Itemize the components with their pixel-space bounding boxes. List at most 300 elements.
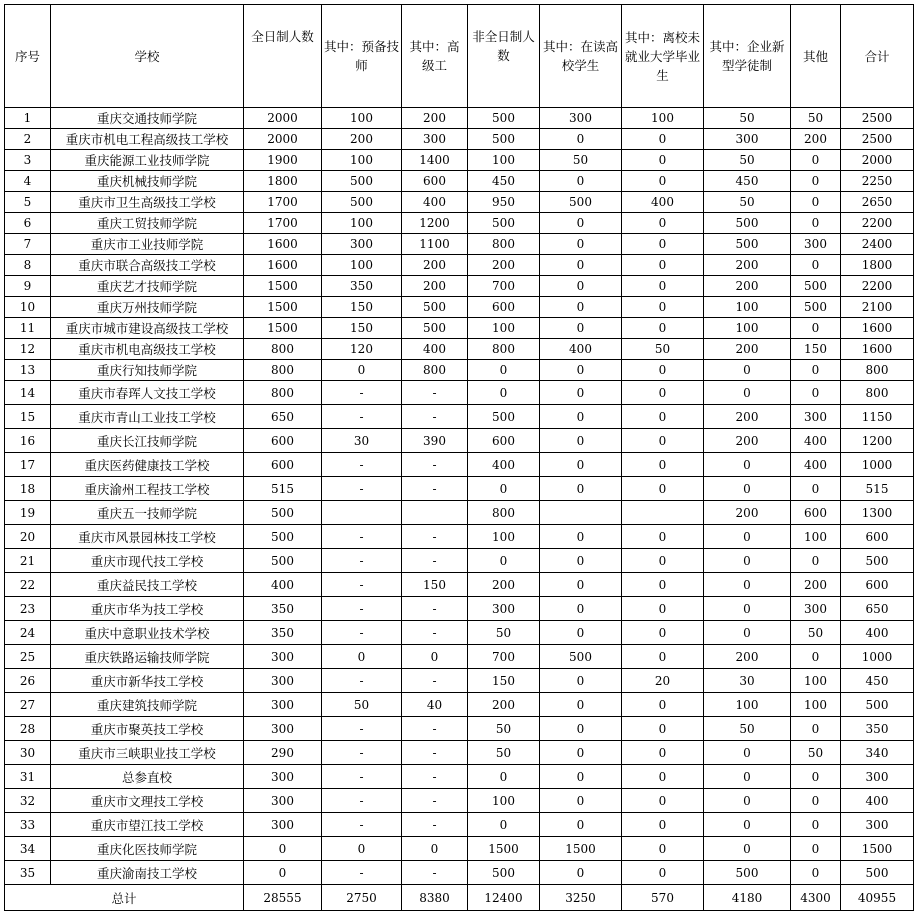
cell-no: 28	[5, 717, 51, 741]
cell-graduates: 0	[622, 861, 704, 885]
cell-total: 2400	[841, 234, 914, 255]
cell-total: 500	[841, 861, 914, 885]
cell-enrolled: 0	[540, 276, 622, 297]
cell-enrolled: 0	[540, 381, 622, 405]
cell-prep: 500	[322, 192, 402, 213]
table-row	[5, 837, 914, 861]
cell-enrolled: 500	[540, 645, 622, 669]
cell-fulltime: 1600	[244, 234, 322, 255]
table-row	[5, 213, 914, 234]
cell-fulltime: 400	[244, 573, 322, 597]
header-no: 序号	[5, 5, 51, 108]
cell-total: 500	[841, 693, 914, 717]
cell-fulltime: 1700	[244, 192, 322, 213]
header-senior: 其中：高级工	[402, 5, 468, 108]
cell-apprentice: 500	[704, 234, 791, 255]
cell-apprentice: 500	[704, 213, 791, 234]
cell-fulltime: 800	[244, 360, 322, 381]
cell-graduates: 50	[622, 339, 704, 360]
cell-other: 100	[791, 525, 841, 549]
cell-no: 1	[5, 108, 51, 129]
cell-graduates: 0	[622, 765, 704, 789]
cell-school: 重庆交通技师学院	[51, 108, 244, 129]
cell-other: 0	[791, 360, 841, 381]
table-row	[5, 429, 914, 453]
cell-enrolled: 0	[540, 597, 622, 621]
cell-apprentice: 0	[704, 573, 791, 597]
cell-graduates: 0	[622, 381, 704, 405]
cell-enrolled: 0	[540, 453, 622, 477]
cell-fulltime: 300	[244, 765, 322, 789]
cell-no: 20	[5, 525, 51, 549]
cell-enrolled: 0	[540, 549, 622, 573]
cell-parttime: 100	[468, 789, 540, 813]
cell-fulltime: 350	[244, 621, 322, 645]
table-row	[5, 477, 914, 501]
cell-parttime: 100	[468, 525, 540, 549]
cell-no: 15	[5, 405, 51, 429]
cell-senior: 300	[402, 129, 468, 150]
cell-no: 18	[5, 477, 51, 501]
cell-total: 400	[841, 621, 914, 645]
cell-fulltime: 500	[244, 501, 322, 525]
cell-senior: 1200	[402, 213, 468, 234]
cell-total: 1600	[841, 339, 914, 360]
cell-total: 340	[841, 741, 914, 765]
header-school: 学校	[51, 5, 244, 108]
cell-prep: 100	[322, 213, 402, 234]
cell-total: 2650	[841, 192, 914, 213]
table-row	[5, 234, 914, 255]
cell-school: 重庆渝州工程技工学校	[51, 477, 244, 501]
cell-parttime: 300	[468, 597, 540, 621]
cell-school: 重庆医药健康技工学校	[51, 453, 244, 477]
cell-school: 重庆中意职业技术学校	[51, 621, 244, 645]
cell-senior: 1400	[402, 150, 468, 171]
cell-parttime: 0	[468, 477, 540, 501]
cell-apprentice: 200	[704, 429, 791, 453]
table-row	[5, 597, 914, 621]
cell-parttime: 500	[468, 405, 540, 429]
cell-apprentice: 0	[704, 597, 791, 621]
cell-total: 650	[841, 597, 914, 621]
cell-parttime: 500	[468, 213, 540, 234]
cell-parttime: 700	[468, 276, 540, 297]
cell-senior: 800	[402, 360, 468, 381]
cell-enrolled: 0	[540, 573, 622, 597]
cell-graduates: 0	[622, 360, 704, 381]
cell-total: 1150	[841, 405, 914, 429]
cell-graduates: 0	[622, 837, 704, 861]
cell-apprentice: 0	[704, 360, 791, 381]
cell-school: 重庆市卫生高级技工学校	[51, 192, 244, 213]
cell-graduates: 0	[622, 405, 704, 429]
cell-prep: 200	[322, 129, 402, 150]
cell-other: 0	[791, 837, 841, 861]
cell-apprentice: 0	[704, 837, 791, 861]
totals-parttime: 12400	[468, 885, 540, 911]
cell-senior: -	[402, 453, 468, 477]
cell-apprentice: 0	[704, 525, 791, 549]
cell-parttime: 100	[468, 318, 540, 339]
cell-enrolled: 0	[540, 360, 622, 381]
cell-graduates: 20	[622, 669, 704, 693]
cell-other: 50	[791, 741, 841, 765]
cell-senior: 40	[402, 693, 468, 717]
cell-apprentice: 200	[704, 276, 791, 297]
cell-school: 重庆市现代技工学校	[51, 549, 244, 573]
cell-prep	[322, 501, 402, 525]
cell-apprentice: 500	[704, 861, 791, 885]
cell-parttime: 0	[468, 765, 540, 789]
cell-enrolled: 0	[540, 693, 622, 717]
header-prep-tech: 其中：预备技师	[322, 5, 402, 108]
cell-senior: 200	[402, 276, 468, 297]
cell-no: 8	[5, 255, 51, 276]
cell-graduates: 0	[622, 741, 704, 765]
cell-total: 1200	[841, 429, 914, 453]
cell-school: 重庆艺才技师学院	[51, 276, 244, 297]
cell-fulltime: 300	[244, 813, 322, 837]
cell-other: 600	[791, 501, 841, 525]
cell-no: 7	[5, 234, 51, 255]
totals-total: 40955	[841, 885, 914, 911]
cell-school: 重庆市华为技工学校	[51, 597, 244, 621]
cell-no: 14	[5, 381, 51, 405]
cell-school: 重庆市机电高级技工学校	[51, 339, 244, 360]
cell-graduates: 0	[622, 549, 704, 573]
cell-school: 重庆市城市建设高级技工学校	[51, 318, 244, 339]
cell-graduates: 100	[622, 108, 704, 129]
cell-parttime: 800	[468, 234, 540, 255]
cell-total: 2000	[841, 150, 914, 171]
cell-no: 30	[5, 741, 51, 765]
cell-other: 300	[791, 597, 841, 621]
cell-enrolled: 0	[540, 861, 622, 885]
cell-fulltime: 350	[244, 597, 322, 621]
cell-apprentice: 200	[704, 645, 791, 669]
cell-parttime: 0	[468, 549, 540, 573]
cell-school: 重庆行知技师学院	[51, 360, 244, 381]
table-row	[5, 255, 914, 276]
cell-fulltime: 800	[244, 381, 322, 405]
cell-apprentice: 50	[704, 150, 791, 171]
cell-total: 300	[841, 765, 914, 789]
cell-prep: 0	[322, 360, 402, 381]
cell-graduates: 400	[622, 192, 704, 213]
cell-fulltime: 300	[244, 693, 322, 717]
cell-apprentice: 0	[704, 789, 791, 813]
cell-prep: 350	[322, 276, 402, 297]
cell-apprentice: 50	[704, 717, 791, 741]
cell-apprentice: 0	[704, 813, 791, 837]
cell-apprentice: 0	[704, 477, 791, 501]
cell-total: 1800	[841, 255, 914, 276]
cell-enrolled: 0	[540, 669, 622, 693]
cell-school: 重庆市青山工业技工学校	[51, 405, 244, 429]
cell-enrolled: 300	[540, 108, 622, 129]
cell-fulltime: 1500	[244, 318, 322, 339]
cell-senior: 0	[402, 837, 468, 861]
cell-school: 重庆市聚英技工学校	[51, 717, 244, 741]
cell-school: 重庆市机电工程高级技工学校	[51, 129, 244, 150]
cell-enrolled: 0	[540, 171, 622, 192]
cell-graduates: 0	[622, 621, 704, 645]
cell-other: 0	[791, 645, 841, 669]
cell-prep: 150	[322, 318, 402, 339]
cell-parttime: 1500	[468, 837, 540, 861]
cell-apprentice: 0	[704, 741, 791, 765]
cell-parttime: 500	[468, 129, 540, 150]
cell-graduates: 0	[622, 645, 704, 669]
table-row	[5, 645, 914, 669]
cell-other: 0	[791, 861, 841, 885]
cell-graduates: 0	[622, 213, 704, 234]
cell-enrolled: 0	[540, 477, 622, 501]
cell-enrolled: 0	[540, 429, 622, 453]
cell-school: 重庆长江技师学院	[51, 429, 244, 453]
totals-prep: 2750	[322, 885, 402, 911]
cell-school: 重庆市风景园林技工学校	[51, 525, 244, 549]
cell-no: 12	[5, 339, 51, 360]
cell-apprentice: 0	[704, 381, 791, 405]
totals-label: 总计	[5, 885, 244, 911]
table-row	[5, 318, 914, 339]
cell-school: 重庆市联合高级技工学校	[51, 255, 244, 276]
cell-school: 重庆市文理技工学校	[51, 789, 244, 813]
cell-other: 150	[791, 339, 841, 360]
cell-prep: -	[322, 765, 402, 789]
cell-total: 2100	[841, 297, 914, 318]
cell-apprentice: 100	[704, 318, 791, 339]
cell-total: 300	[841, 813, 914, 837]
cell-no: 17	[5, 453, 51, 477]
cell-graduates: 0	[622, 477, 704, 501]
cell-senior: 1100	[402, 234, 468, 255]
cell-total: 1600	[841, 318, 914, 339]
cell-fulltime: 2000	[244, 129, 322, 150]
header-enrolled: 其中：在读高校学生	[540, 5, 622, 108]
cell-graduates: 0	[622, 453, 704, 477]
cell-senior: -	[402, 597, 468, 621]
cell-fulltime: 0	[244, 861, 322, 885]
table-row	[5, 405, 914, 429]
cell-senior: -	[402, 549, 468, 573]
table-row	[5, 129, 914, 150]
cell-other: 0	[791, 255, 841, 276]
cell-total: 450	[841, 669, 914, 693]
cell-other: 0	[791, 192, 841, 213]
cell-senior: 0	[402, 645, 468, 669]
cell-prep: -	[322, 573, 402, 597]
totals-row	[5, 885, 914, 911]
table-body	[5, 108, 914, 885]
cell-parttime: 800	[468, 501, 540, 525]
cell-prep: -	[322, 813, 402, 837]
header-fulltime: 全日制人数	[244, 5, 322, 108]
cell-enrolled: 0	[540, 255, 622, 276]
cell-senior: -	[402, 405, 468, 429]
cell-apprentice: 200	[704, 501, 791, 525]
cell-senior: 200	[402, 108, 468, 129]
cell-school: 重庆渝南技工学校	[51, 861, 244, 885]
cell-no: 16	[5, 429, 51, 453]
cell-prep: 120	[322, 339, 402, 360]
cell-parttime: 0	[468, 360, 540, 381]
cell-graduates: 0	[622, 318, 704, 339]
table-row	[5, 381, 914, 405]
cell-fulltime: 1700	[244, 213, 322, 234]
table-row	[5, 549, 914, 573]
header-other: 其他	[791, 5, 841, 108]
cell-parttime: 500	[468, 108, 540, 129]
cell-no: 26	[5, 669, 51, 693]
cell-fulltime: 600	[244, 429, 322, 453]
cell-no: 23	[5, 597, 51, 621]
cell-fulltime: 300	[244, 789, 322, 813]
table-row	[5, 171, 914, 192]
cell-enrolled: 500	[540, 192, 622, 213]
cell-enrolled: 0	[540, 297, 622, 318]
cell-graduates: 0	[622, 573, 704, 597]
cell-school: 重庆市工业技师学院	[51, 234, 244, 255]
cell-enrolled: 0	[540, 717, 622, 741]
table-row	[5, 360, 914, 381]
cell-total: 2200	[841, 276, 914, 297]
cell-enrolled: 0	[540, 765, 622, 789]
cell-parttime: 600	[468, 297, 540, 318]
cell-enrolled: 0	[540, 813, 622, 837]
cell-parttime: 0	[468, 813, 540, 837]
cell-enrolled: 50	[540, 150, 622, 171]
cell-senior: 600	[402, 171, 468, 192]
cell-total: 350	[841, 717, 914, 741]
cell-school: 总参直校	[51, 765, 244, 789]
cell-senior: 500	[402, 297, 468, 318]
cell-other: 100	[791, 669, 841, 693]
cell-prep: -	[322, 669, 402, 693]
cell-apprentice: 0	[704, 765, 791, 789]
cell-no: 31	[5, 765, 51, 789]
cell-school: 重庆工贸技师学院	[51, 213, 244, 234]
cell-no: 34	[5, 837, 51, 861]
cell-no: 10	[5, 297, 51, 318]
cell-no: 19	[5, 501, 51, 525]
cell-graduates: 0	[622, 525, 704, 549]
cell-other: 300	[791, 234, 841, 255]
cell-parttime: 450	[468, 171, 540, 192]
cell-apprentice: 200	[704, 405, 791, 429]
cell-prep: -	[322, 405, 402, 429]
cell-enrolled: 0	[540, 234, 622, 255]
table-row	[5, 339, 914, 360]
cell-apprentice: 0	[704, 621, 791, 645]
cell-fulltime: 500	[244, 525, 322, 549]
table-row	[5, 789, 914, 813]
cell-parttime: 600	[468, 429, 540, 453]
cell-fulltime: 515	[244, 477, 322, 501]
cell-no: 21	[5, 549, 51, 573]
cell-school: 重庆益民技工学校	[51, 573, 244, 597]
cell-prep: 30	[322, 429, 402, 453]
cell-school: 重庆市春珲人文技工学校	[51, 381, 244, 405]
cell-prep: -	[322, 621, 402, 645]
cell-school: 重庆铁路运输技师学院	[51, 645, 244, 669]
cell-graduates: 0	[622, 276, 704, 297]
cell-apprentice: 0	[704, 549, 791, 573]
cell-no: 33	[5, 813, 51, 837]
cell-enrolled: 0	[540, 525, 622, 549]
cell-no: 27	[5, 693, 51, 717]
cell-fulltime: 1500	[244, 276, 322, 297]
table-row	[5, 525, 914, 549]
cell-apprentice: 50	[704, 108, 791, 129]
cell-fulltime: 300	[244, 717, 322, 741]
cell-parttime: 50	[468, 741, 540, 765]
cell-prep: -	[322, 789, 402, 813]
cell-enrolled: 0	[540, 213, 622, 234]
cell-fulltime: 800	[244, 339, 322, 360]
cell-fulltime: 300	[244, 669, 322, 693]
header-total: 合计	[841, 5, 914, 108]
cell-total: 2500	[841, 108, 914, 129]
cell-other: 0	[791, 789, 841, 813]
cell-other: 0	[791, 171, 841, 192]
cell-no: 25	[5, 645, 51, 669]
cell-no: 11	[5, 318, 51, 339]
cell-total: 2250	[841, 171, 914, 192]
table-row	[5, 453, 914, 477]
table-header	[5, 5, 914, 108]
cell-no: 13	[5, 360, 51, 381]
cell-parttime: 100	[468, 150, 540, 171]
cell-enrolled: 0	[540, 129, 622, 150]
cell-apprentice: 450	[704, 171, 791, 192]
cell-other: 400	[791, 429, 841, 453]
cell-graduates: 0	[622, 813, 704, 837]
totals-senior: 8380	[402, 885, 468, 911]
cell-graduates: 0	[622, 171, 704, 192]
cell-no: 6	[5, 213, 51, 234]
table-row	[5, 501, 914, 525]
table-row	[5, 108, 914, 129]
cell-no: 32	[5, 789, 51, 813]
cell-other: 200	[791, 129, 841, 150]
cell-apprentice: 50	[704, 192, 791, 213]
cell-parttime: 200	[468, 255, 540, 276]
cell-other: 0	[791, 477, 841, 501]
cell-other: 500	[791, 276, 841, 297]
cell-fulltime: 650	[244, 405, 322, 429]
cell-graduates: 0	[622, 255, 704, 276]
cell-school: 重庆化医技师学院	[51, 837, 244, 861]
cell-graduates: 0	[622, 129, 704, 150]
cell-parttime: 950	[468, 192, 540, 213]
cell-other: 400	[791, 453, 841, 477]
cell-enrolled: 0	[540, 789, 622, 813]
totals-enrolled: 3250	[540, 885, 622, 911]
cell-no: 24	[5, 621, 51, 645]
table-row	[5, 150, 914, 171]
table-row	[5, 861, 914, 885]
cell-prep: 500	[322, 171, 402, 192]
cell-senior: -	[402, 813, 468, 837]
cell-school: 重庆机械技师学院	[51, 171, 244, 192]
cell-total: 800	[841, 360, 914, 381]
cell-parttime: 700	[468, 645, 540, 669]
cell-parttime: 400	[468, 453, 540, 477]
cell-senior: -	[402, 525, 468, 549]
